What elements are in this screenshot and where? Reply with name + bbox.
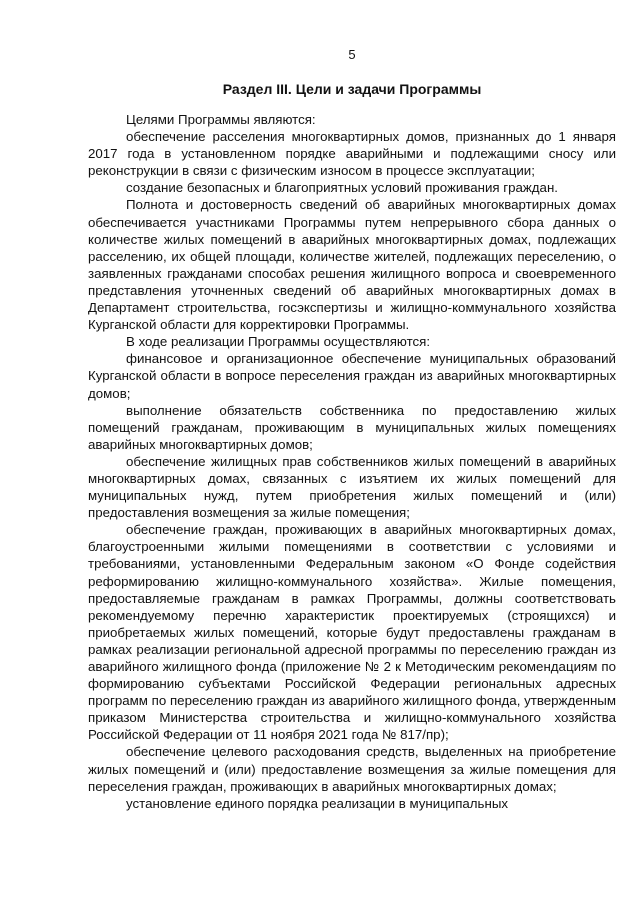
section-title: Раздел III. Цели и задачи Программы [222, 81, 482, 97]
paragraph-goal-safe-conditions: создание безопасных и благоприятных условий проживания граждан. [126, 180, 558, 196]
page-number: 5 [348, 47, 356, 62]
paragraph-implementation-intro: В ходе реализации Программы осуществляются: [126, 334, 431, 350]
paragraph-goals-intro: Целями Программы являются: [126, 112, 316, 127]
paragraph-financial-support: финансовое и организационное обеспечение муниципальных образований Курганской области в вопросе переселения граждан из аварийных многоквартирных домов; [88, 351, 616, 401]
paragraph-owner-obligations: выполнение обязательств собственника по предоставлению жилых помещений гражданам, проживающим в муниципальных жилых помещениях аварийных многоквартирных домов; [88, 402, 616, 452]
paragraph-housing-rights: обеспечение жилищных прав собственников жилых помещений в аварийных многоквартирных домах, связанных с изъятием их жилых помещений для муниципальных нужд, путем приобретения жилых помещений и (или) предоставления возмещения за жилые помещения; [88, 453, 616, 521]
paragraph-targeted-spending: обеспечение целевого расходования средств, выделенных на приобретение жилых помещений и (или) предоставление возмещения за жилые помещения для переселения граждан, проживающих в аварийных многоквартирных домах; [88, 744, 616, 794]
paragraph-provision-of-housing: обеспечение граждан, проживающих в аварийных многоквартирных домах, благоустроенными жилыми помещениями в соответствии с условиями и требованиями, установленными Федеральным законом «О Фонде содействия реформированию жилищно-коммунального хозяйства». Жилые помещения, предоставляемые гражданам в рамках Программы, должны соответствовать рекомендуемому перечню характеристик проектируемых (строящихся) и приобретаемых жилых помещений, которые будут предоставлены гражданам в рамках реализации региональной адресной программы по переселению граждан из аварийного жилищного фонда (приложение № 2 к Методическим рекомендациям по формированию субъектами Российской Федерации региональных адресных программ по переселению граждан из аварийного жилищного фонда, утвержденным приказом Министерства строительства и жилищно-коммунального хозяйства Российской Федерации от 11 ноября 2021 года № 817/пр); [88, 522, 616, 743]
paragraph-data-accuracy: Полнота и достоверность сведений об аварийных многоквартирных домах обеспечивается участниками Программы путем непрерывного сбора данных о количестве жилых помещений в аварийных многоквартирных домах, подлежащих расселению, их общей площади, количестве жителей, подлежащих переселению, о заявленных гражданами способах решения жилищного вопроса и своевременного представления уточненных сведений об аварийных многоквартирных домах в Департамент строительства, госэкспертизы и жилищно-коммунального хозяйства Курганской области для корректировки Программы. [88, 197, 616, 333]
document-body [88, 111, 616, 812]
paragraph-unified-procedure: установление единого порядка реализации в муниципальных [126, 795, 509, 811]
paragraph-goal-resettlement: обеспечение расселения многоквартирных домов, признанных до 1 января 2017 года в установленном порядке аварийными и подлежащими сносу или реконструкции в связи с физическим износом в процессе эксплуатации; [88, 129, 616, 179]
